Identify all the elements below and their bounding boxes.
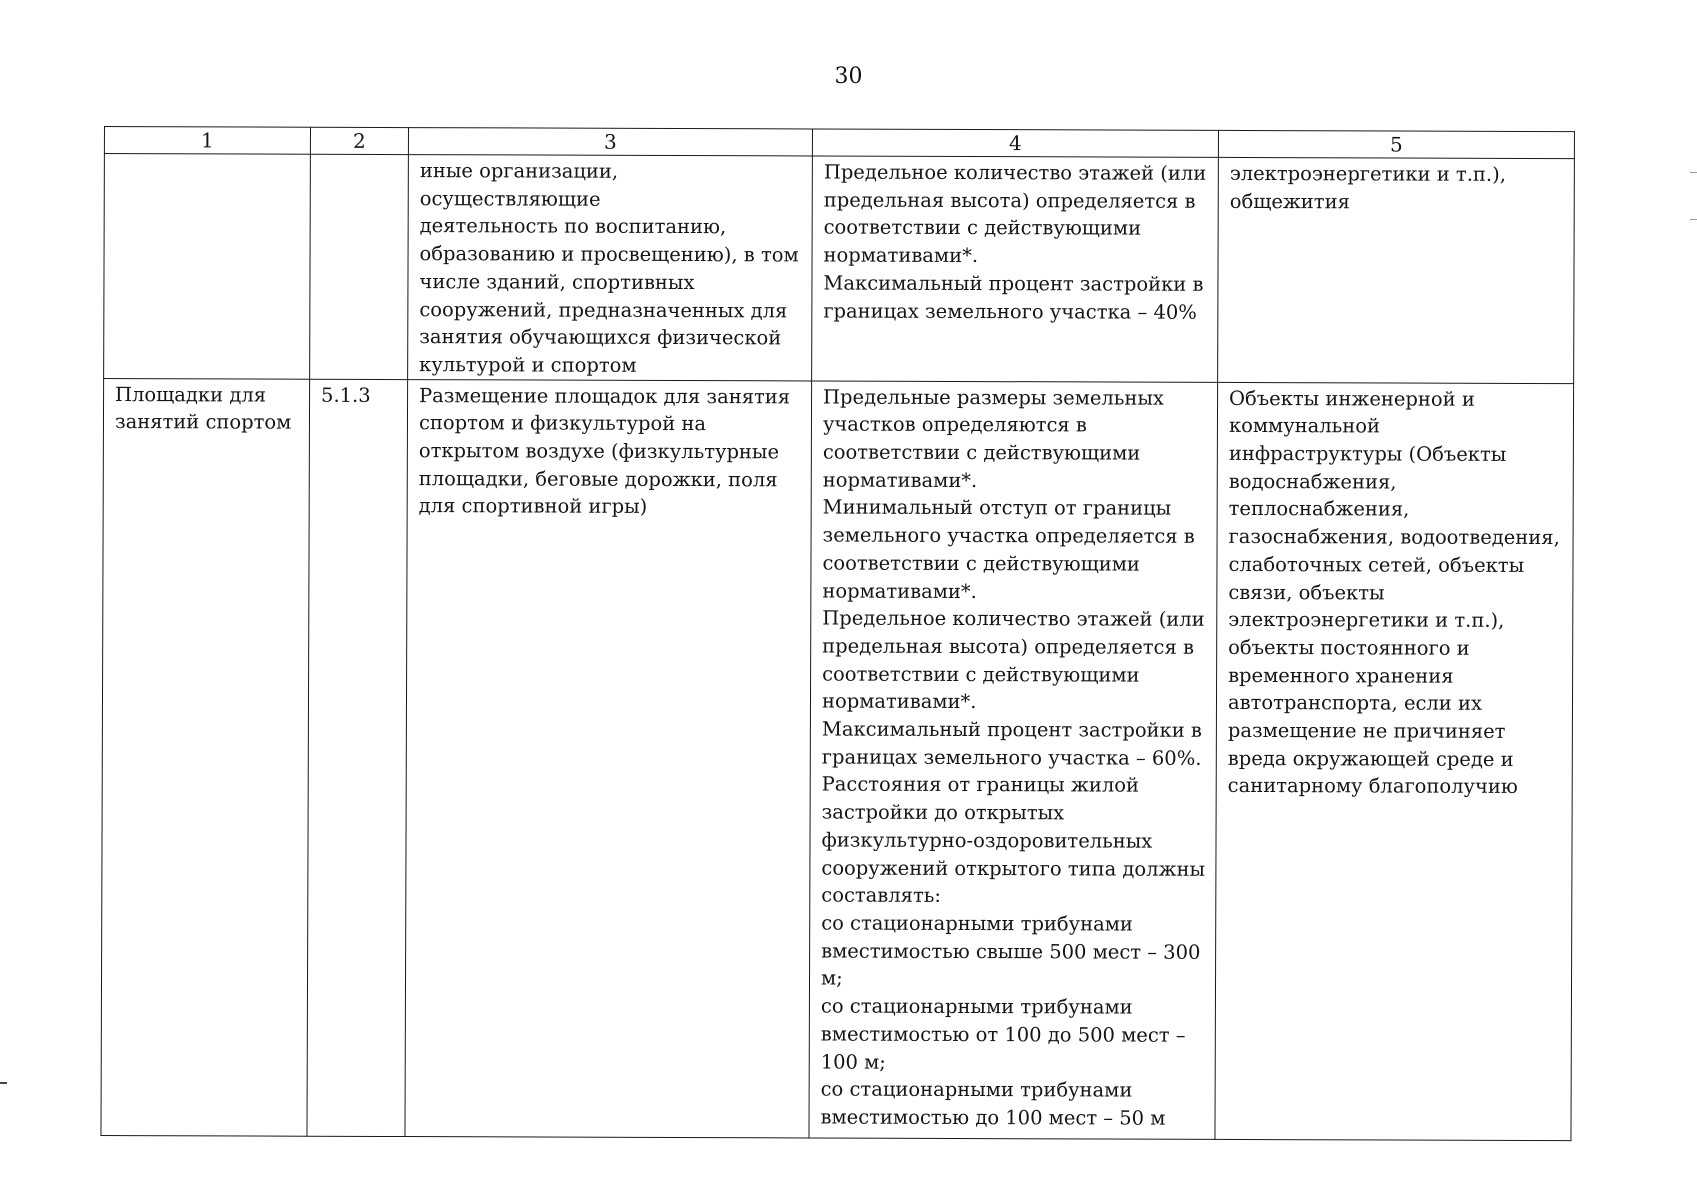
scan-mark-left [0, 1082, 7, 1084]
table-cell-use-name: Площадки для занятий спортом [101, 378, 310, 1136]
scan-mark-right [1690, 219, 1697, 220]
column-header-4: 4 [812, 129, 1218, 157]
table-cell-parameters: Предельное количество этажей (или предельная высота) определяется в соответствии с действующими нормативами*. Максимальный процент застройки в границах земельного участка – 40% [812, 156, 1219, 382]
column-header-5: 5 [1218, 130, 1574, 158]
column-header-1: 1 [104, 127, 310, 155]
table-cell-auxiliary-uses: Объекты инженерной и коммунальной инфраструктуры (Объекты водоснабжения, теплоснабжения, газоснабжения, водоотведения, слаботочных сетей, объекты связи, объекты электроэнергетики и т.п.), объекты постоянного и временного хранения автотранспорта, если их размещение не причиняет вреда окружающей среде и санитарному благополучию [1215, 382, 1574, 1140]
table-cell-description: иные организации, осуществляющие деятельность по воспитанию, образованию и просвещению), в том числе зданий, спортивных сооружений, предназначенных для занятия обучающихся физической культурой и спортом [408, 155, 813, 381]
table-cell-description: Размещение площадок для занятия спортом и физкультурой на открытом воздухе (физкультурные площадки, беговые дорожки, поля для спортивной игры) [405, 379, 812, 1137]
table-cell-use-name [104, 154, 311, 379]
table-cell-code: 5.1.3 [307, 379, 408, 1136]
table-cell-parameters: Предельные размеры земельных участков определяются в соответствии с действующими нормативами*. Минимальный отступ от границы земельного участка определяется в соответствии с действующими нормативами*. Предельное количество этажей (или предельная высота) определяется в соответствии с действующими нормативами*. Максимальный процент застройки в границах земельного участка – 60%. Расстояния от границы жилой застройки до открытых физкультурно-оздоровительных сооружений открытого типа должны составлять: со стационарными трибунами вместимостью свыше 500 мест – 300 м; со стационарными трибунами вместимостью от 100 до 500 мест – 100 м; со стационарными трибунами вместимостью до 100 мест – 50 м [809, 381, 1218, 1139]
column-header-2: 2 [310, 127, 408, 154]
column-header-3: 3 [408, 128, 812, 156]
table-cell-code [310, 154, 409, 379]
scan-mark-right [1690, 172, 1697, 173]
table-row [101, 378, 1574, 1140]
table-cell-auxiliary-uses: электроэнергетики и т.п.), общежития [1218, 157, 1575, 383]
page-number: 30 [834, 64, 863, 89]
zoning-table [100, 126, 1575, 1141]
table-row [104, 154, 1575, 384]
